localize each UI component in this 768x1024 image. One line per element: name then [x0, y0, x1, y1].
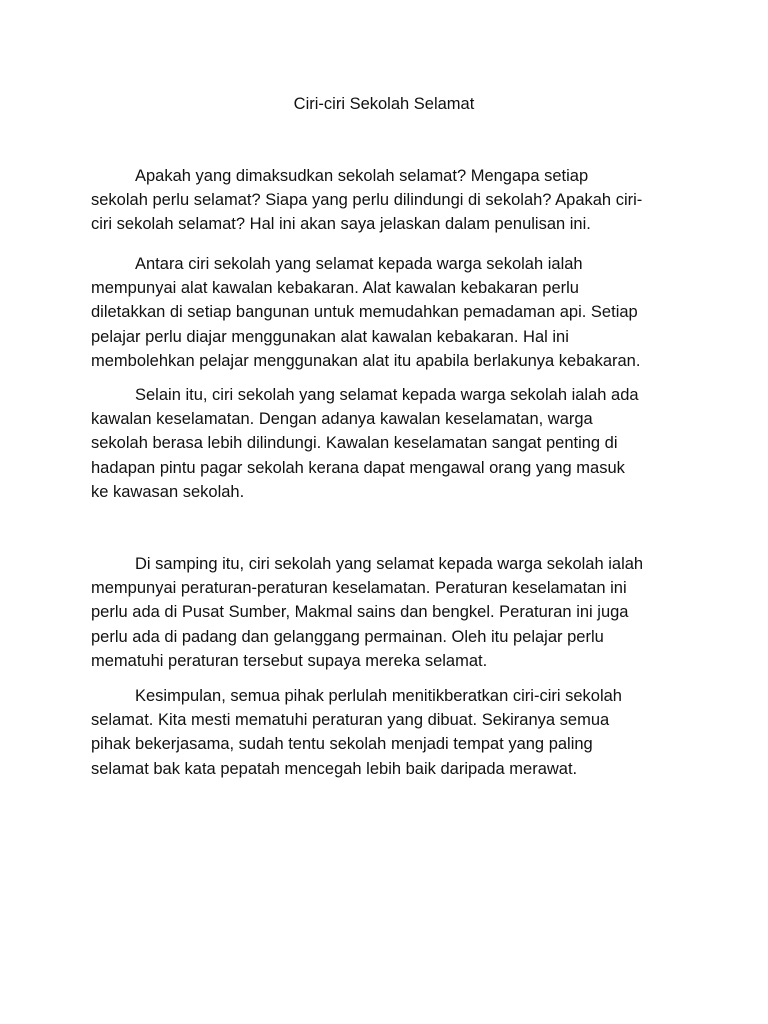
text-line: perlu ada di Pusat Sumber, Makmal sains dan bengkel. Peraturan ini juga — [91, 603, 629, 622]
text-line: kawalan keselamatan. Dengan adanya kawalan keselamatan, warga — [91, 410, 593, 429]
text-line: mempunyai peraturan-peraturan keselamatan. Peraturan keselamatan ini — [91, 579, 627, 598]
paragraph-security-guard — [91, 383, 665, 504]
text-line: sekolah berasa lebih dilindungi. Kawalan keselamatan sangat penting di — [91, 434, 618, 453]
paragraph-introduction — [91, 164, 665, 237]
text-line: Antara ciri sekolah yang selamat kepada warga sekolah ialah — [135, 255, 583, 273]
paragraph-conclusion — [91, 684, 665, 781]
text-line: diletakkan di setiap bangunan untuk memudahkan pemadaman api. Setiap — [91, 303, 638, 322]
text-line: pihak bekerjasama, sudah tentu sekolah menjadi tempat yang paling — [91, 735, 593, 754]
text-line: Di samping itu, ciri sekolah yang selamat kepada warga sekolah ialah — [135, 555, 644, 573]
text-line: sekolah perlu selamat? Siapa yang perlu dilindungi di sekolah? Apakah ciri- — [91, 191, 643, 210]
text-line: membolehkan pelajar menggunakan alat itu apabila berlakunya kebakaran. — [91, 351, 641, 370]
text-line: selamat. Kita mesti mematuhi peraturan yang dibuat. Sekiranya semua — [91, 711, 610, 730]
text-line: mempunyai alat kawalan kebakaran. Alat kawalan kebakaran perlu — [91, 279, 579, 298]
text-line: pelajar perlu diajar menggunakan alat kawalan kebakaran. Hal ini — [91, 327, 569, 346]
text-line: Apakah yang dimaksudkan sekolah selamat? Mengapa setiap — [135, 167, 589, 185]
text-line: Kesimpulan, semua pihak perlulah menitikberatkan ciri-ciri sekolah — [135, 687, 622, 705]
text-line: Selain itu, ciri sekolah yang selamat kepada warga sekolah ialah ada — [135, 386, 639, 404]
paragraph-fire-safety — [91, 252, 665, 373]
text-line: ciri sekolah selamat? Hal ini akan saya jelaskan dalam penulisan ini. — [91, 215, 591, 234]
paragraph-safety-rules — [91, 552, 665, 673]
text-line: selamat bak kata pepatah mencegah lebih baik daripada merawat. — [91, 759, 578, 778]
document-title: Ciri-ciri Sekolah Selamat — [293, 95, 475, 113]
text-line: ke kawasan sekolah. — [91, 482, 245, 501]
text-line: hadapan pintu pagar sekolah kerana dapat mengawal orang yang masuk — [91, 458, 625, 477]
text-line: perlu ada di padang dan gelanggang permainan. Oleh itu pelajar perlu — [91, 627, 604, 646]
text-line: mematuhi peraturan tersebut supaya mereka selamat. — [91, 651, 488, 670]
